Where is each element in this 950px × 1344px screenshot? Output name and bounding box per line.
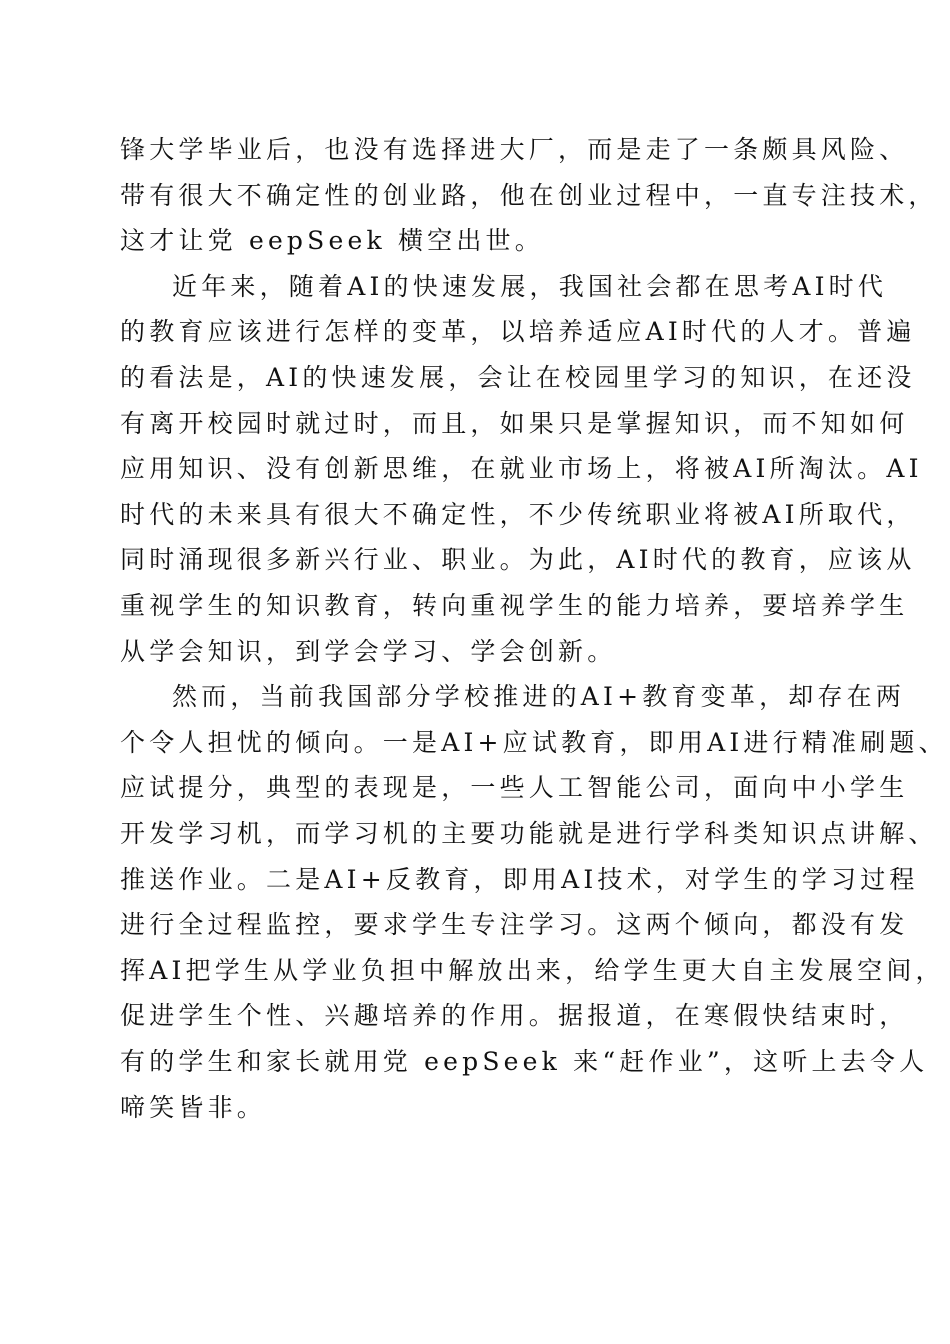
text-line: 应用知识、没有创新思维，在就业市场上，将被AI所淘汰。AI [120, 454, 923, 484]
text-line: 个令人担忧的倾向。一是AI+应试教育，即用AI进行精准刷题、 [120, 727, 948, 757]
paragraph-first-line: 然而，当前我国部分学校推进的AI+教育变革，却存在两 [172, 682, 906, 712]
text-line: 的看法是，AI的快速发展，会让在校园里学习的知识，在还没 [120, 363, 916, 392]
text-line: 有离开校园时就过时，而且，如果只是掌握知识，而不知如何 [120, 408, 909, 438]
text-line: 同时涌现很多新兴行业、职业。为此，AI时代的教育，应该从 [120, 545, 916, 575]
text-line: 应试提分，典型的表现是，一些人工智能公司，面向中小学生 [120, 773, 909, 803]
text-line: 挥AI把学生从学业负担中解放出来，给学生更大自主发展空间， [120, 955, 945, 985]
text-line: 推送作业。二是AI+反教育，即用AI技术，对学生的学习过程 [120, 864, 919, 894]
text-line: 锋大学毕业后，也没有选择进大厂，而是走了一条颇具风险、 [120, 135, 909, 164]
text-line: 开发学习机，而学习机的主要功能就是进行学科类知识点讲解、 [120, 819, 938, 848]
text-line: 进行全过程监控，要求学生专注学习。这两个倾向，都没有发 [120, 910, 909, 940]
text-line: 促进学生个性、兴趣培养的作用。据报道，在寒假快结束时， [120, 1001, 909, 1031]
text-line: 的教育应该进行怎样的变革，以培养适应AI时代的人才。普遍 [120, 317, 916, 347]
text-line: 这才让党 eepSeek 横空出世。 [120, 226, 544, 256]
text-line: 啼笑皆非。 [120, 1092, 267, 1122]
text-line: 有的学生和家长就用党 eepSeek 来“赶作业”，这听上去令人 [120, 1047, 929, 1076]
paragraph-first-line: 近年来，随着AI的快速发展，我国社会都在思考AI时代 [172, 271, 888, 301]
text-line: 从学会知识，到学会学习、学会创新。 [120, 636, 617, 666]
text-line: 带有很大不确定性的创业路，他在创业过程中，一直专注技术， [120, 180, 938, 210]
text-line: 时代的未来具有很大不确定性，不少传统职业将被AI所取代， [120, 499, 916, 529]
text-line: 重视学生的知识教育，转向重视学生的能力培养，要培养学生 [120, 591, 909, 620]
